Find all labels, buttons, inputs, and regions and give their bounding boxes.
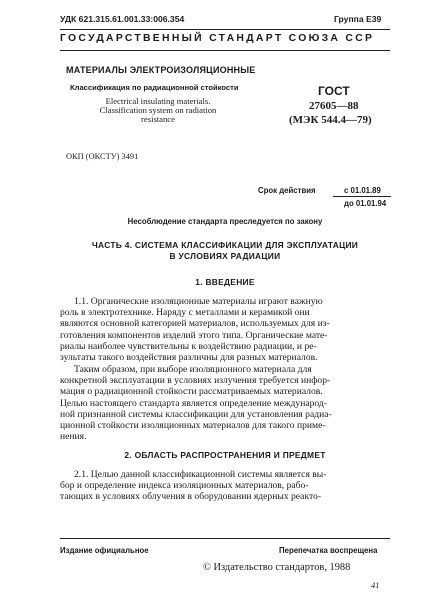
gost-number: 27605—88 xyxy=(309,100,359,112)
reprint-notice: Перепечатка воспрещена xyxy=(279,546,378,555)
okp-code: ОКП (ОКСТУ) 3491 xyxy=(66,152,139,161)
organization-title: ГОСУДАРСТВЕННЫЙ СТАНДАРТ СОЮЗА ССР xyxy=(60,33,375,44)
text-line: риалы наиболее чувствительны к воздействию радиации, и ре- xyxy=(60,340,317,352)
edition-label: Издание официальное xyxy=(60,546,149,555)
english-title xyxy=(78,97,238,125)
text-line: мация о радиационной стойкости рассматриваемых материалов. xyxy=(60,386,323,398)
part-title-line: ЧАСТЬ 4. СИСТЕМА КЛАССИФИКАЦИИ ДЛЯ ЭКСПЛУАТАЦИИ xyxy=(91,240,359,250)
text-line: ционной стойкости изоляционных материалов для такого приме- xyxy=(60,420,326,432)
validity-label: Срок действия xyxy=(258,186,316,195)
text-line: тающих в условиях облучения в оборудовании ядерных реакто- xyxy=(60,491,322,503)
law-notice: Несоблюдение стандарта преследуется по закону xyxy=(127,217,323,226)
validity-rule xyxy=(333,196,391,197)
page-number: 41 xyxy=(371,581,380,590)
gost-label: ГОСТ xyxy=(318,84,350,98)
paragraph xyxy=(60,364,390,442)
document-title: МАТЕРИАЛЫ ЭЛЕКТРОИЗОЛЯЦИОННЫЕ xyxy=(66,65,256,75)
footer-rule xyxy=(60,538,390,539)
english-title-line: Electrical insulating materials. xyxy=(105,96,211,106)
part-title xyxy=(60,240,390,262)
iec-number: (МЭК 544.4—79) xyxy=(289,114,372,126)
text-line: конкретной эксплуатации в условиях излучения требуется инфор- xyxy=(60,375,331,387)
text-line: бор и определение индекса изоляционных материалов, рабо- xyxy=(60,480,309,492)
text-line: ной признанной системы классификации для установления радиа- xyxy=(60,408,332,420)
validity-to: до 01.01.94 xyxy=(344,199,387,208)
text-line: нения. xyxy=(60,431,87,443)
paragraph xyxy=(60,469,390,503)
header-rule-bottom xyxy=(60,50,390,51)
header-rule-top xyxy=(60,29,390,30)
text-line: Таким образом, при выборе изоляционного материала для xyxy=(74,364,312,375)
section-heading: 1. ВВЕДЕНИЕ xyxy=(195,277,255,287)
text-line: 2.1. Целью данной классификационной системы является вы- xyxy=(74,469,327,480)
copyright-notice: © Издательство стандартов, 1988 xyxy=(203,562,351,573)
text-line: зультаты такого воздействия различны для разных материалов. xyxy=(60,352,318,364)
validity-from: с 01.01.89 xyxy=(344,186,381,195)
text-line: роль в электротехнике. Наряду с металлами и керамикой они xyxy=(60,307,310,319)
udk-code: УДК 621.315.61.001.33:006.354 xyxy=(60,14,185,24)
text-line: готовления компонентов изделий этого типа. Органические мате- xyxy=(60,329,328,341)
document-subtitle: Классификация по радиационной стойкости xyxy=(70,83,239,92)
english-title-line: Classification system on radiation xyxy=(99,105,217,116)
group-code: Группа Е39 xyxy=(334,14,382,24)
text-line: являются основной категорией материалов, используемых для из- xyxy=(60,318,330,330)
part-title-line: В УСЛОВИЯХ РАДИАЦИИ xyxy=(169,251,281,261)
text-line: Целью настоящего стандарта является определение международ- xyxy=(60,397,327,409)
text-line: 1.1. Органические изоляционные материалы играют важную xyxy=(74,296,323,307)
section-heading: 2. ОБЛАСТЬ РАСПРОСТРАНЕНИЯ И ПРЕДМЕТ xyxy=(124,450,326,460)
english-title-line: resistance xyxy=(141,114,175,125)
paragraph xyxy=(60,296,390,363)
